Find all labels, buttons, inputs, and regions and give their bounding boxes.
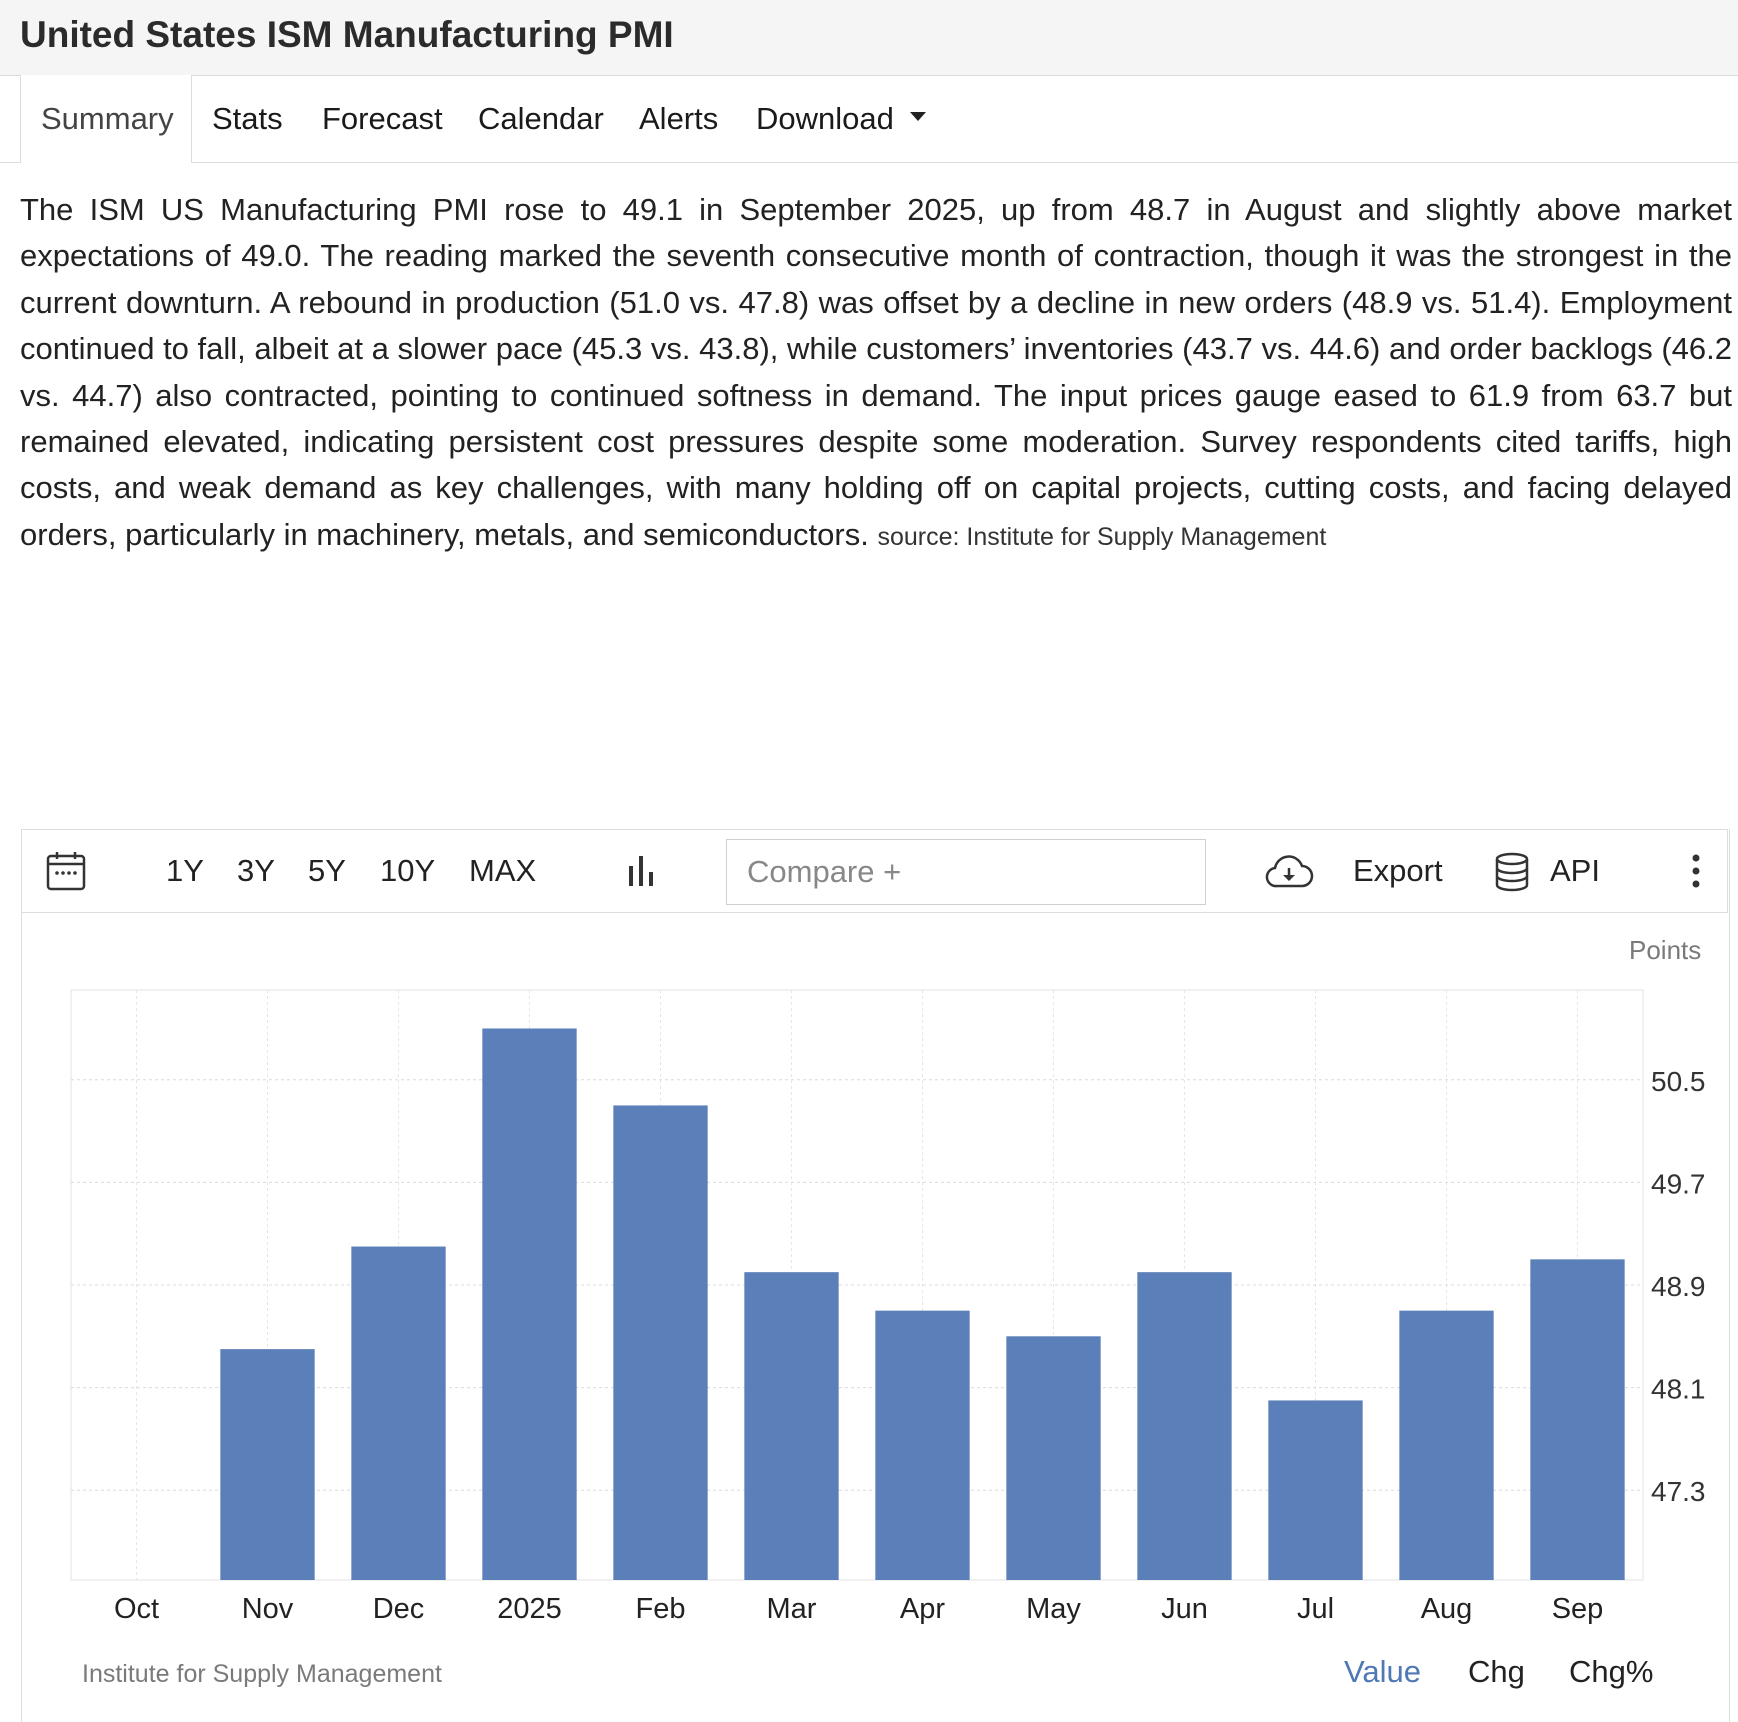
title-bar <box>0 0 1738 76</box>
x-tick-label: Feb <box>635 1593 686 1625</box>
api-label: API <box>1550 853 1600 888</box>
calendar-icon[interactable] <box>46 830 86 912</box>
compare-input[interactable] <box>726 839 1206 905</box>
tab-download-label: Download <box>756 101 894 136</box>
view-chg[interactable]: Chg <box>1468 1654 1525 1689</box>
chart-source: Institute for Supply Management <box>82 1660 442 1688</box>
page-title: United States ISM Manufacturing PMI <box>20 14 674 55</box>
tab-forecast[interactable]: Forecast <box>322 101 443 136</box>
range-1y[interactable]: 1Y <box>166 853 204 888</box>
bar-chart-icon[interactable] <box>625 830 659 912</box>
api-button[interactable] <box>1494 830 1604 912</box>
y-tick-label: 48.1 <box>1651 1373 1706 1405</box>
bar-dec <box>351 1247 445 1580</box>
x-tick-label: 2025 <box>497 1593 562 1625</box>
bar-feb <box>613 1105 707 1580</box>
x-tick-label: Apr <box>899 1593 946 1625</box>
bar-jun <box>1137 1272 1231 1580</box>
view-chg-pct[interactable]: Chg% <box>1569 1654 1654 1689</box>
view-value[interactable]: Value <box>1344 1654 1421 1689</box>
x-tick-label: May <box>1026 1593 1081 1625</box>
tab-calendar[interactable]: Calendar <box>478 101 604 136</box>
x-tick-label: Dec <box>372 1593 425 1625</box>
x-tick-label: Sep <box>1551 1593 1604 1625</box>
summary-paragraph <box>20 187 1732 560</box>
summary-text: The ISM US Manufacturing PMI rose to 49.1 in September 2025, up from 48.7 in August and slightly above market expectations of 49.0. The reading marked the seventh consecutive month of contraction, though it was the strongest in the current downturn. A rebound in production (51.0 vs. 47.8) was offset by a decline in new orders (48.9 vs. 51.4). Employment continued to fall, albeit at a slower pace (45.3 vs. 43.8), while customers’ inventories (43.7 vs. 44.6) and order backlogs (46.2 vs. 44.7) also contracted, pointing to continued softness in demand. The input prices gauge eased to 61.9 from 63.7 but remained elevated, indicating persistent cost pressures despite some moderation. Survey respondents cited tariffs, high costs, and weak demand as key challenges, with many holding off on capital projects, cutting costs, and facing delayed orders, particularly in machinery, metals, and semiconductors. <box>20 192 1732 552</box>
x-tick-label: Nov <box>241 1593 294 1625</box>
more-options-icon[interactable] <box>1686 830 1706 912</box>
y-tick-label: 50.5 <box>1651 1065 1706 1097</box>
cloud-download-icon <box>1264 853 1314 891</box>
bar-aug <box>1399 1311 1493 1580</box>
tab-bar <box>0 75 1738 163</box>
bar-sep <box>1530 1259 1624 1580</box>
x-tick-label: Aug <box>1420 1593 1473 1625</box>
export-label: Export <box>1353 853 1443 888</box>
range-5y[interactable]: 5Y <box>308 853 346 888</box>
tab-stats[interactable]: Stats <box>212 101 283 136</box>
bar-apr <box>875 1311 969 1580</box>
bar-2025 <box>482 1028 576 1580</box>
tab-summary[interactable]: Summary <box>20 75 192 163</box>
x-tick-label: Oct <box>113 1593 160 1625</box>
bar-nov <box>220 1349 314 1580</box>
caret-down-icon <box>910 112 926 121</box>
y-tick-label: 47.3 <box>1651 1476 1706 1508</box>
range-max[interactable]: MAX <box>469 853 537 888</box>
y-tick-label: 49.7 <box>1651 1168 1706 1200</box>
x-tick-label: Jun <box>1161 1593 1208 1625</box>
tab-alerts[interactable]: Alerts <box>639 101 719 136</box>
bar-mar <box>744 1272 838 1580</box>
export-button[interactable] <box>1264 830 1443 912</box>
bar-chart <box>0 960 1738 1640</box>
bar-may <box>1006 1336 1100 1580</box>
tab-download[interactable] <box>756 75 926 162</box>
y-tick-label: 48.9 <box>1651 1271 1706 1302</box>
summary-source: source: Institute for Supply Management <box>877 522 1327 551</box>
x-tick-label: Mar <box>766 1593 817 1625</box>
database-icon <box>1494 852 1530 892</box>
range-10y[interactable]: 10Y <box>380 853 436 888</box>
x-tick-label: Jul <box>1296 1593 1335 1625</box>
chart-toolbar <box>21 829 1728 913</box>
bar-jul <box>1268 1400 1362 1580</box>
chart-units-label: Points <box>1629 935 1702 965</box>
range-3y[interactable]: 3Y <box>237 853 275 888</box>
